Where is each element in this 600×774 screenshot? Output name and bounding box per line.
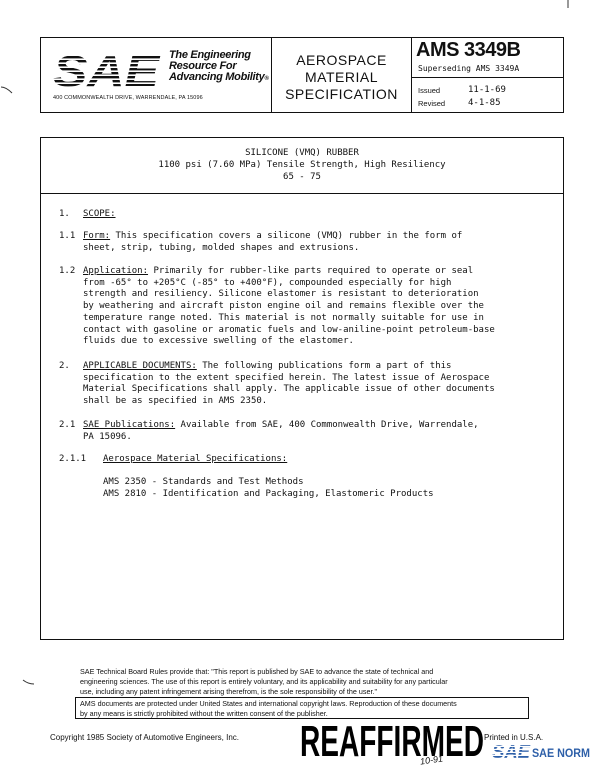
notice-line: AMS documents are protected under United States and international copyright laws. Reproduction of these documents	[80, 699, 457, 708]
section-line: PA 15096.	[83, 431, 132, 442]
section-heading: Application:	[83, 266, 149, 276]
svg-text:SAE: SAE	[492, 742, 532, 762]
doc-type-cell	[272, 38, 412, 112]
section-number: 2.	[59, 361, 70, 371]
sae-norm-logo	[492, 741, 592, 763]
section-number: 1.2	[59, 266, 76, 276]
section-number: 1.1	[59, 231, 76, 241]
spec-title-line: 65 - 75	[283, 172, 321, 182]
spec-title	[41, 147, 563, 183]
tagline-line	[169, 72, 269, 85]
section-heading: Aerospace Material Specifications:	[103, 454, 288, 464]
reaffirmed-stamp	[298, 716, 486, 760]
section-heading: SCOPE:	[83, 209, 116, 219]
section-first-line	[83, 420, 479, 432]
reference-item: AMS 2350 - Standards and Test Methods	[103, 477, 304, 487]
tagline-line: Resource For	[169, 60, 237, 72]
superseding-note: Superseding AMS 3349A	[418, 64, 520, 73]
sae-logo-icon	[53, 48, 161, 92]
spec-title-line: SILICONE (VMQ) RUBBER	[245, 148, 359, 158]
registered-mark-icon: ®	[264, 76, 269, 82]
section-first-line	[83, 231, 462, 243]
doc-type-line: AEROSPACE	[296, 52, 387, 68]
section-heading: APPLICABLE DOCUMENTS:	[83, 361, 197, 371]
spec-header	[40, 37, 564, 113]
rules-line: use, including any patent infringement arising therefrom, is the sole responsibility of the user."	[80, 687, 377, 696]
section-number: 2.1.1	[59, 454, 87, 464]
tagline-line: The Engineering	[169, 49, 251, 61]
section-line: temperature range noted. This material is not normally suitable for use in	[83, 312, 484, 323]
section-line: by weathering and aircraft piston engine oil and remains flexible over the	[83, 301, 484, 312]
copyright-line: Copyright 1985 Society of Automotive Engineers, Inc.	[50, 733, 239, 742]
revised-date: 4-1-85	[468, 98, 501, 108]
reference-item: AMS 2810 - Identification and Packaging, Elastomeric Products	[103, 488, 434, 499]
handwritten-date: 10-91	[419, 753, 444, 767]
rules-line: SAE Technical Board Rules provide that: "This report is published by SAE to advance the state of technical and	[80, 667, 434, 676]
section-text: Available from SAE, 400 Commonwealth Drive, Warrendale,	[175, 420, 479, 430]
ams-number: AMS 3349B	[416, 39, 521, 61]
section-line: Material Specifications shall apply. The applicable issue of other documents	[83, 384, 495, 395]
scan-edge-mark	[564, 0, 572, 10]
reaffirmed-stamp-text: REAFFIRMED	[300, 717, 484, 760]
section-text: This specification covers a silicone (VMQ) rubber in the form of	[110, 231, 463, 241]
sae-tagline	[169, 50, 269, 85]
sae-address: 400 COMMONWEALTH DRIVE, WARRENDALE, PA 15096	[53, 95, 203, 101]
section-first-line	[83, 266, 473, 278]
section-line: specification to the extent specified herein. The latest issue of Aerospace	[83, 372, 490, 383]
ams-number-cell	[412, 38, 563, 112]
doc-type-line: SPECIFICATION	[285, 86, 398, 102]
scan-edge-mark	[22, 678, 36, 686]
doc-type-line: MATERIAL	[305, 69, 378, 85]
rules-line: engineering sciences. The use of this report is entirely voluntary, and its applicability and suitability for any particular	[80, 677, 448, 686]
section-line: strength and resiliency. Silicone elastomer is resistant to deterioration	[83, 289, 479, 300]
section-heading: SAE Publications:	[83, 420, 176, 430]
revised-label: Revised	[418, 99, 446, 108]
scan-edge-mark	[0, 85, 14, 95]
issued-date: 11-1-69	[468, 85, 506, 95]
svg-text:SAE: SAE	[53, 48, 161, 92]
section-line: fluids due to excessive swelling of the elastomer.	[83, 336, 354, 347]
section-line: shall be as specified in AMS 2350.	[83, 396, 268, 407]
section-heading: Form:	[83, 231, 111, 241]
tagline-line-text: Advancing Mobility	[169, 71, 265, 83]
notice-line: by any means is strictly prohibited without the written consent of the publisher.	[80, 708, 328, 718]
section-line: sheet, strip, tubing, molded shapes and extrusions.	[83, 242, 360, 253]
norm-logo-text: SAE NORM	[532, 746, 591, 760]
technical-board-rules	[80, 667, 525, 697]
section-line: contact with gasoline or aromatic fuels and low-aniline-point petroleum-base	[83, 324, 495, 335]
sae-logo-cell	[41, 38, 272, 112]
spec-body	[40, 137, 564, 640]
section-number: 2.1	[59, 420, 76, 430]
section-number: 1.	[59, 209, 70, 219]
divider	[41, 193, 563, 194]
section-text: Primarily for rubber-like parts required to operate or seal	[148, 266, 474, 276]
spec-title-line: 1100 psi (7.60 MPa) Tensile Strength, High Resiliency	[158, 160, 446, 170]
divider	[412, 77, 563, 78]
printed-in-label: Printed in U.S.A.	[484, 733, 544, 742]
issued-label: Issued	[418, 86, 441, 95]
section-line: from -65° to +205°C (-85° to +400°F), compounded especially for high	[83, 277, 452, 288]
section-text: The following publications form a part of this	[196, 361, 452, 371]
section-first-line	[83, 361, 451, 373]
